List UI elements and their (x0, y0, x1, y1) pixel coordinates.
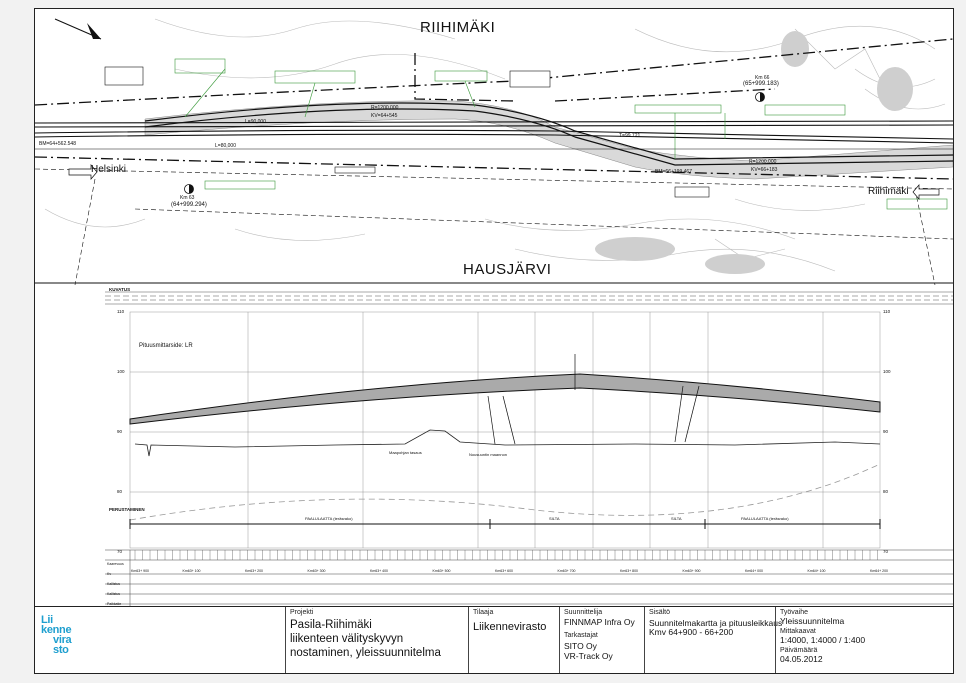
segment-right: PAALULAATTA (teräsrako) (741, 516, 789, 521)
elevation-label: 100 (883, 369, 891, 374)
profile-table (105, 550, 953, 606)
bm-left: BM=64+562.548 (39, 141, 76, 147)
scales-value: 1:4000, 1:4000 / 1:400 (780, 635, 866, 645)
km66-value: (65+999.183) (743, 81, 779, 87)
project-cell (285, 607, 469, 674)
segment-silta-2: SILTA (671, 516, 682, 521)
station-label: Km63+ 700 (557, 569, 576, 573)
project-line-1: Pasila-Riihimäki (290, 619, 372, 631)
plan-view (35, 9, 953, 285)
title-block (35, 606, 953, 674)
client-label: Tilaaja (473, 609, 494, 616)
radius-left: R=1200,000 (371, 105, 399, 111)
length-left: L=90,000 (245, 119, 266, 125)
station-label: Km64+ 100 (807, 569, 826, 573)
station-label: Km63+ 300 (307, 569, 326, 573)
north-area-title: RIIHIMÄKI (420, 19, 496, 36)
ground-line (135, 430, 880, 456)
date-label: Päivämäärä (780, 647, 818, 654)
elevation-label: 80 (117, 489, 123, 494)
km66-label: Km 66 (755, 75, 770, 81)
contents-line-1: Suunnitelmakartta ja pituusleikkaus (649, 618, 783, 628)
kv-right: KV=66+183 (751, 167, 778, 173)
station-label: Km63+ 900 (131, 569, 149, 573)
phase-label: Työvaihe (780, 609, 809, 616)
logo-line: kenne (41, 624, 72, 636)
reviewers-label: Tarkastajat (564, 632, 598, 639)
radius-right: R=1200,000 (749, 159, 777, 165)
drawing-frame (34, 8, 954, 674)
logo-line: vira (53, 634, 72, 646)
table-row-label: Kv (107, 572, 112, 576)
elevation-label: 110 (883, 309, 891, 314)
station-label: Km63+ 400 (370, 569, 388, 573)
project-line-2: liikenteen välityskyvyn (290, 633, 404, 645)
station-label: Km63+ 500 (432, 569, 451, 573)
tangent-label: T=99.721 (619, 133, 641, 139)
client-value: Liikennevirasto (473, 621, 547, 633)
table-row-label: Kallistus (107, 582, 121, 586)
reviewer-2: VR-Track Oy (564, 651, 613, 661)
perustaminen-label: PERUSTAMINEN (109, 507, 145, 512)
profile-grid (130, 312, 880, 548)
riihimaki-label: Riihimäki (868, 186, 909, 197)
phase-value: Yleissuunnitelma (780, 616, 845, 626)
station-label: Km64+ 000 (745, 569, 763, 573)
profile-view (35, 284, 953, 606)
reviewer-1: SITO Oy (564, 641, 597, 651)
station-label: Km63+ 200 (245, 569, 263, 573)
station-label: Km63+ 800 (620, 569, 638, 573)
terrain-contours (45, 19, 945, 271)
elevation-label: 90 (117, 429, 123, 434)
designer-cell (559, 607, 645, 674)
embankment-area (145, 101, 953, 179)
elevation-label: 110 (117, 309, 125, 314)
project-line-3: nostaminen, yleissuunnitelma (290, 647, 441, 659)
elevation-label: 70 (117, 549, 123, 554)
table-row-label: Kallistus (107, 592, 121, 596)
kv-left: KV=64+545 (371, 113, 398, 119)
station-ticks (135, 550, 878, 560)
profile-header (105, 292, 953, 304)
designer-value: FINNMAP Infra Oy (564, 617, 635, 627)
station-label: Km64+ 200 (870, 569, 888, 573)
riihimaki-arrow-icon (913, 185, 939, 199)
design-grade (130, 374, 880, 424)
logo-line: Lii (41, 614, 53, 626)
scales-label: Mittakaavat (780, 628, 816, 635)
elevation-label: 80 (883, 489, 889, 494)
station-label: Km63+ 900 (682, 569, 701, 573)
elevation-label: 90 (883, 429, 889, 434)
project-label: Projekti (290, 609, 314, 616)
annotation-left: Maapohjan tasaus (389, 450, 422, 455)
phase-cell (775, 607, 954, 674)
bridge-supports (488, 354, 699, 444)
north-arrow (87, 23, 101, 39)
contents-line-2: Kmv 64+900 - 66+200 (649, 627, 734, 637)
annotation-right: Nousuuntin maannon (469, 452, 508, 457)
south-area-title: HAUSJÄRVI (463, 261, 552, 278)
elevation-label: 100 (117, 369, 125, 374)
length-left-2: L=80,000 (215, 143, 236, 149)
helsinki-label: Helsinki (91, 164, 127, 175)
designer-label: Suunnittelija (564, 609, 603, 616)
logo-line: sto (53, 644, 69, 656)
pituusmittaus-label: Pituusmittarside: LR (139, 343, 193, 349)
segment-silta-1: SILTA (549, 516, 560, 521)
table-row-label: Paikkatie (107, 602, 122, 606)
station-label: Km63+ 600 (495, 569, 513, 573)
date-value: 04.05.2012 (780, 654, 823, 664)
elevation-label: 70 (883, 549, 889, 554)
bm-right: BM=66+199.467 (655, 169, 692, 175)
station-label: Km63+ 100 (182, 569, 201, 573)
table-row-label: Kaarevuus (107, 562, 124, 566)
km63-label: Km 63 (180, 195, 195, 201)
liikennevirasto-logo (41, 615, 81, 670)
client-cell (468, 607, 560, 674)
contents-cell (644, 607, 783, 674)
km63-value: (64+999.294) (171, 202, 207, 208)
north-arrow-line (55, 19, 101, 39)
kuvatus-label: KUVATUS (109, 287, 131, 292)
segment-left: PAALULAATTA (teräsrako) (305, 516, 353, 521)
contents-label: Sisältö (649, 609, 671, 616)
